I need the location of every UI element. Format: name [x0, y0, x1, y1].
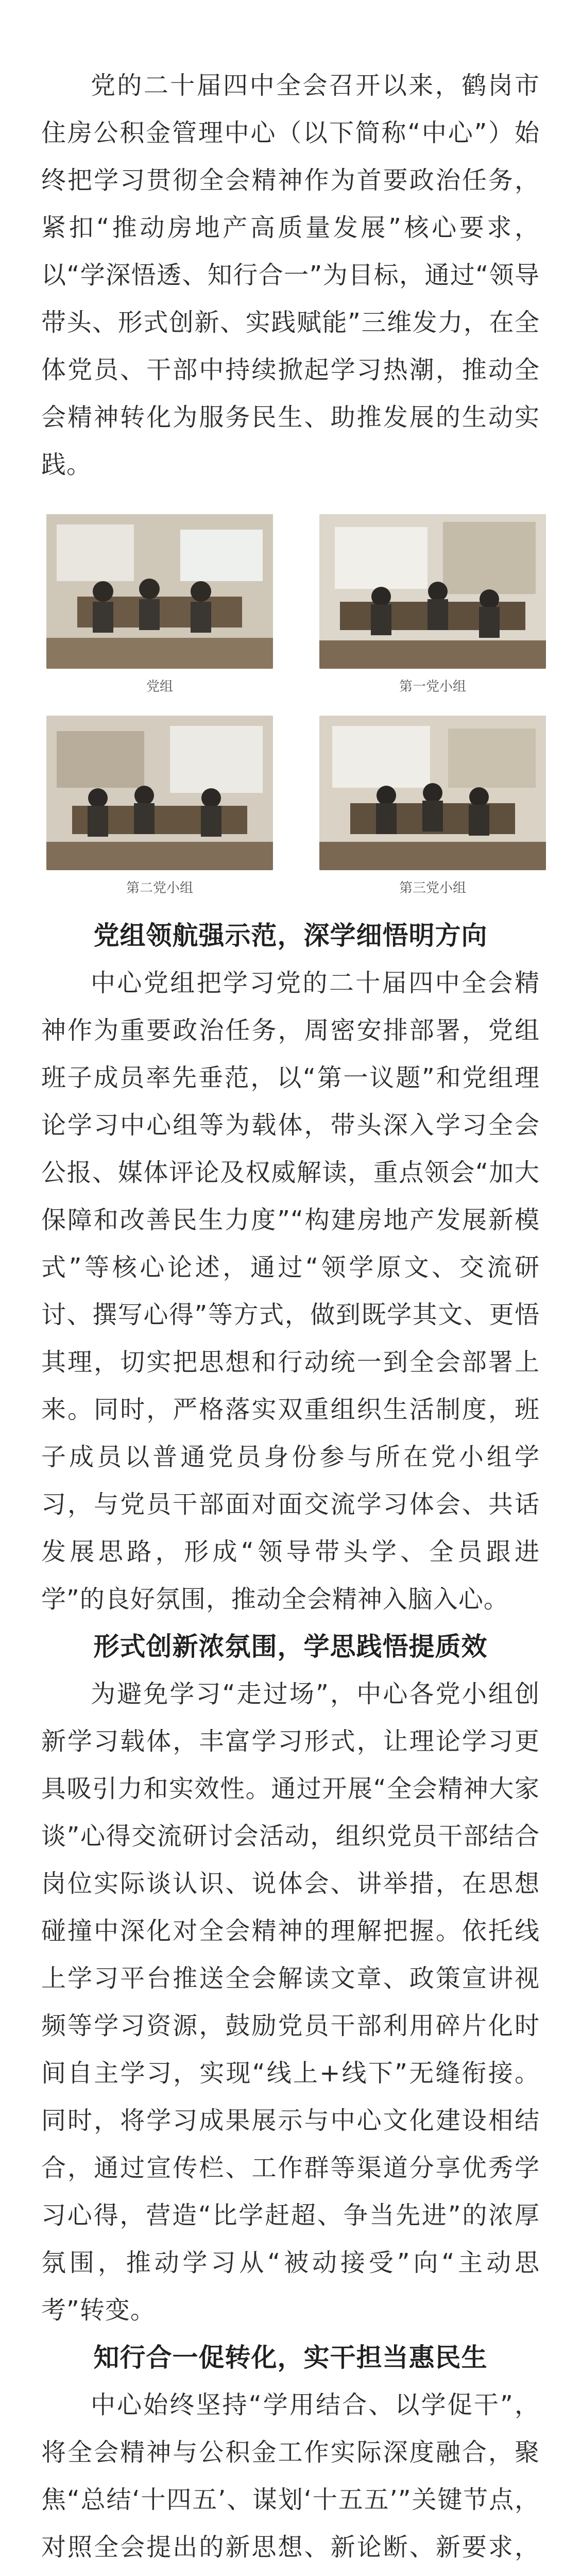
section-body-2: 为避免学习“走过场”，中心各党小组创新学习载体，丰富学习形式，让理论学习更具吸引力和实效性。通过开展“全会精神大家谈”心得交流研讨会活动，组织党员干部结合岗位实际谈认识、说体会、讲举措，在思想碰撞中深化对全会精神的理解把握。依托线上学习平台推送全会解读文章、政策宣讲视频等学习资源，鼓励党员干部利用碎片化时间自主学习，实现“线上+线下”无缝衔接。同时，将学习成果展示与中心文化建设相结合，通过宣传栏、工作群等渠道分享优秀学习心得，营造“比学赶超、争当先进”的浓厚氛围，推动学习从“被动接受”向“主动思考”转变。 — [41, 1680, 540, 2325]
photo-caption: 第一党小组 — [399, 679, 466, 694]
section-title-3: 知行合一促转化，实干担当惠民生 — [93, 2343, 488, 2372]
section-body-3: 中心始终坚持“学用结合、以学促干”，将全会精神与公积金工作实际深度融合，聚焦“总结‘十四五’、谋划‘十五五’”关键节点，对照全会提出的新思想、新论断、新要求， — [41, 2391, 540, 2562]
section-title-2: 形式创新浓氛围，学思践悟提质效 — [93, 1632, 488, 1662]
photo-group-2[interactable] — [46, 716, 273, 896]
meeting-photo — [319, 514, 546, 669]
section-body-1: 中心党组把学习党的二十届四中全会精神作为重要政治任务，周密安排部署，党组班子成员率先垂范，以“第一议题”和党组理论学习中心组等为载体，带头深入学习全会公报、媒体评论及权威解读，重点领会“加大保障和改善民生力度”“构建房地产发展新模式”等核心论述，通过“领学原文、交流研讨、撰写心得”等方式，做到既学其文、更悟其理，切实把思想和行动统一到全会部署上来。同时，严格落实双重组织生活制度，班子成员以普通党员身份参与所在党小组学习，与党员干部面对面交流学习体会、共话发展思路，形成“领导带头学、全员跟进学”的良好氛围，推动全会精神入脑入心。 — [41, 969, 540, 1614]
meeting-photo — [46, 716, 273, 870]
photo-caption: 第三党小组 — [399, 880, 466, 896]
photo-group-3[interactable] — [319, 716, 546, 896]
intro-paragraph: 党的二十届四中全会召开以来，鹤岗市住房公积金管理中心（以下简称“中心”）始终把学习贯彻全会精神作为首要政治任务，紧扣“推动房地产高质量发展”核心要求，以“学深悟透、知行合一”为目标，通过“领导带头、形式创新、实践赋能”三维发力，在全体党员、干部中持续掀起学习热潮，推动全会精神转化为服务民生、助推发展的生动实践。 — [41, 71, 540, 479]
section-title-1: 党组领航强示范，深学细悟明方向 — [93, 921, 488, 951]
meeting-photo — [46, 514, 273, 669]
photo-caption: 第二党小组 — [126, 880, 193, 896]
photo-caption: 党组 — [146, 679, 173, 694]
photo-party-group[interactable] — [46, 514, 273, 695]
photo-group-1[interactable] — [319, 514, 546, 695]
meeting-photo — [319, 716, 546, 870]
photo-grid — [46, 514, 535, 896]
